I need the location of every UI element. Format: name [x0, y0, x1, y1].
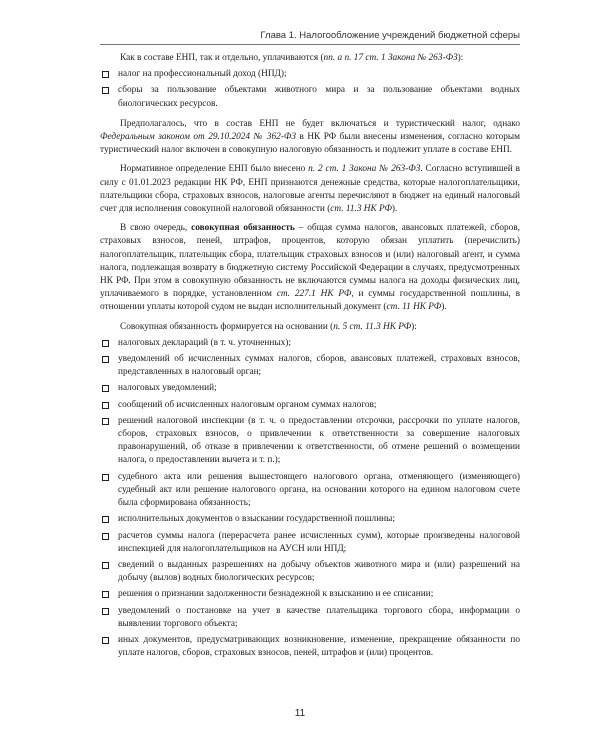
list-item: сведений о выданных разрешениях на добычу объектов животного мира и (или) разрешений на добычу (вылов) водных биологических ресурсов;: [100, 559, 520, 585]
list-item: решения о признании задолженности безнадежной к взысканию и ее списании;: [100, 588, 520, 601]
checkbox-bullet-icon: [102, 340, 109, 347]
page-number: 11: [294, 708, 306, 719]
checkbox-bullet-icon: [102, 637, 109, 644]
law-reference: п. 5 ст. 11.3 НК РФ: [333, 321, 412, 332]
checkbox-bullet-icon: [102, 385, 109, 392]
list-item: исполнительных документов о взыскании государственной пошлины;: [100, 513, 520, 526]
law-reference: пп. а п. 17 ст. 1 Закона № 263-ФЗ: [323, 53, 458, 63]
list-item: сборы за пользование объектами животного мира и за пользование объектами водных биологических ресурсов.: [100, 84, 520, 110]
list-item: сообщений об исчисленных налоговым органом суммах налогов;: [100, 399, 520, 412]
law-reference: ст. 227.1 НК РФ: [276, 289, 352, 300]
term-total-obligation: совокупная обязанность: [191, 223, 295, 234]
checkbox-bullet-icon: [102, 516, 109, 523]
checkbox-bullet-icon: [102, 418, 109, 425]
list-item: уведомлений об исчисленных суммах налогов, сборов, авансовых платежей, страховых взносов, представленных в налоговый орган;: [100, 353, 520, 379]
list-item: налог на профессиональный доход (НПД);: [100, 68, 520, 81]
list-obligation-basis: [100, 337, 520, 660]
checkbox-bullet-icon: [102, 474, 109, 481]
paragraph-enp-definition: Нормативное определение ЕНП было внесено п. 2 ст. 1 Закона № 263-ФЗ. Согласно вступившей в силу с 01.01.2023 редакции НК РФ, ЕНП признаются денежные средства, которые налогоплательщики, плательщики сбора, страховых взносов, налоговые агенты перечисляют в бюджет на единый налоговый счет для исполнения совокупной налоговой обязанности (ст. 11.3 НК РФ).: [100, 164, 520, 215]
paragraph-intro: Как в составе ЕНП, так и отдельно, уплачиваются (пп. а п. 17 ст. 1 Закона № 263-ФЗ):: [120, 53, 464, 63]
list-item: судебного акта или решения вышестоящего налогового органа, отменяющего (изменяющего) судебный акт или решение налогового органа, на основании которого на едином налоговом счете была сформирована обязанность;: [100, 471, 520, 511]
list-item: уведомлений о постановке на учет в качестве плательщика торгового сбора, информации о выявлении торгового объекта;: [100, 605, 520, 631]
paragraph-tourist-tax: Предполагалось, что в состав ЕНП не будет включаться и туристический налог, однако Федеральным законом от 29.10.2024 № 362-ФЗ в НК РФ были внесены изменения, согласно которым туристический налог включен в совокупную налоговую обязанность и подлежит уплате в составе ЕНП.: [100, 118, 520, 156]
checkbox-bullet-icon: [102, 533, 109, 540]
header-rule: [100, 44, 520, 45]
checkbox-bullet-icon: [102, 402, 109, 409]
list-item: иных документов, предусматривающих возникновение, изменение, прекращение обязанности по уплате налогов, сборов, страховых взносов, пеней, штрафов и (или) процентов.: [100, 634, 520, 660]
checkbox-bullet-icon: [102, 356, 109, 363]
law-reference: ст. 11 НК РФ: [386, 302, 442, 313]
checkbox-bullet-icon: [102, 87, 109, 94]
checkbox-bullet-icon: [102, 608, 109, 615]
checkbox-bullet-icon: [102, 562, 109, 569]
checkbox-bullet-icon: [102, 591, 109, 598]
paragraph-total-obligation: В свою очередь, совокупная обязанность – общая сумма налогов, авансовых платежей, сборов, страховых взносов, пеней, штрафов, процентов, которую обязан уплатить (перечислить) налогоплательщик, плательщик сбора, плательщик страховых взносов и (или) налоговый агент, и сумма налога, подлежащая возврату в бюджетную систему Российской Федерации в случаях, предусмотренных НК РФ. При этом в совокупную обязанность не включаются суммы налога на доходы физических лиц, уплачиваемого в порядке, установленном ст. 227.1 НК РФ, и суммы государственной пошлины, в отношении уплаты которой судом не выдан исполнительный документ (ст. 11 НК РФ).: [100, 223, 520, 313]
list-item: налоговых деклараций (в т. ч. уточненных);: [100, 337, 520, 350]
paragraph-basis: Совокупная обязанность формируется на основании (п. 5 ст. 11.3 НК РФ):: [120, 321, 417, 332]
running-header: Глава 1. Налогообложение учреждений бюджетной сферы: [260, 30, 520, 41]
list-item: решений налоговой инспекции (в т. ч. о предоставлении отсрочки, рассрочки по уплате налогов, сборов, страховых взносов, о привлечении к ответственности за совершение налоговых правонарушений, об отказе в привлечении к ответственности, об отмене решений о возмещении налога, о предоставлении вычета и т. п.);: [100, 415, 520, 468]
list-item: расчетов суммы налога (перерасчета ранее исчисленных сумм), которые произведены налоговой инспекцией для налогоплательщиков на АУСН или НПД;: [100, 530, 520, 556]
list-item: налоговых уведомлений;: [100, 382, 520, 395]
law-reference: Федеральным законом от 29.10.2024 № 362-ФЗ: [100, 132, 297, 143]
list-enp-separate: [100, 68, 520, 111]
law-reference: п. 2 ст. 1 Закона № 263-ФЗ: [308, 164, 421, 175]
page-body: [100, 52, 520, 666]
law-reference: ст. 11.3 НК РФ: [330, 204, 392, 215]
checkbox-bullet-icon: [102, 71, 109, 78]
